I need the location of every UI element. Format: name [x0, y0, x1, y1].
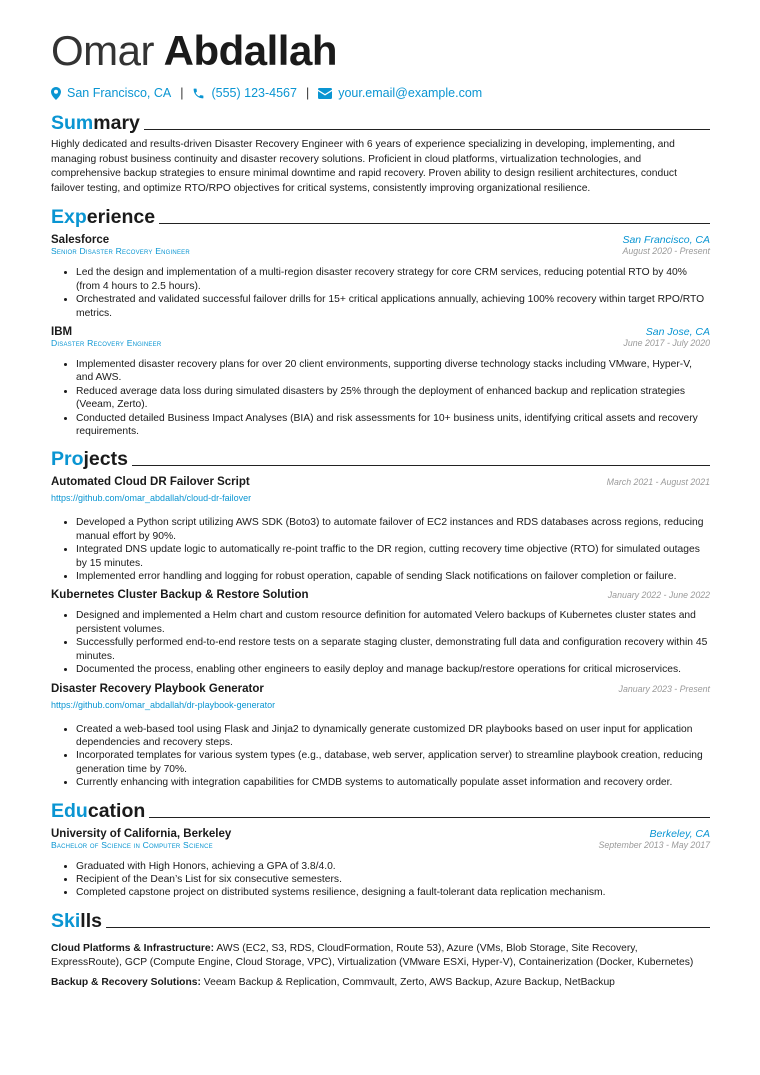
contact-location — [51, 86, 171, 100]
job-dates: August 2020 - Present — [622, 246, 710, 257]
job-dates: June 2017 - July 2020 — [623, 338, 710, 348]
contact-line — [51, 84, 710, 102]
summary-title-rest: mary — [93, 112, 140, 134]
list-item: • Implemented error handling and logging for robust operation, capable of sending Slack notifications on failover completion or failure. — [76, 570, 710, 583]
experience-entry — [51, 234, 710, 320]
list-item: • Graduated with High Honors, achieving a GPA of 3.8/4.0. — [76, 860, 710, 873]
list-item: • Created a web-based tool using Flask and Jinja2 to dynamically generate customized DR playbooks based on user input for application dependencies and recovery steps. — [76, 723, 710, 750]
employer-location: San Francisco, CA — [622, 234, 710, 247]
section-rule — [106, 927, 710, 928]
employer-name: IBM — [51, 326, 73, 338]
skill-group-label: Cloud Platforms & Infrastructure: — [51, 942, 215, 954]
project-dates: March 2021 - August 2021 — [606, 477, 710, 488]
list-item: • Successfully performed end-to-end restore tests on a separate staging cluster, demonstrating full data and configuration recovery within 45 minutes. — [76, 636, 710, 663]
project-title: Disaster Recovery Playbook Generator — [51, 682, 264, 695]
projects-title-accent: Pro — [51, 448, 84, 471]
envelope-icon — [318, 88, 332, 99]
degree-title: Bachelor of Science in Computer Science — [51, 839, 213, 850]
summary-heading — [51, 110, 710, 134]
map-marker-icon — [51, 87, 61, 100]
list-item: • Orchestrated and validated successful failover drills for 15+ critical applications annually, achieving 100% recovery within target RPO/RTO metrics. — [76, 293, 710, 320]
experience-heading — [51, 204, 710, 228]
list-item: • Implemented disaster recovery plans for over 20 client environments, supporting diverse technology stacks including VMware, Hyper-V, and AWS. — [76, 358, 710, 385]
experience-title — [51, 206, 155, 228]
bullet-list — [51, 266, 710, 320]
project-dates: January 2022 - June 2022 — [607, 590, 710, 601]
first-name: Omar — [51, 27, 154, 74]
summary-title — [51, 112, 140, 134]
school-name: University of California, Berkeley — [51, 827, 232, 840]
bullet-list — [51, 609, 710, 676]
list-item: • Conducted detailed Business Impact Analyses (BIA) and risk assessments for 10+ business units, identifying critical assets and recovery requirements. — [76, 412, 710, 439]
education-title-rest: cation — [87, 799, 146, 822]
project-link[interactable]: https://github.com/omar_abdallah/cloud-dr-failover — [51, 493, 252, 504]
phone-icon — [192, 87, 205, 100]
education-heading — [51, 798, 710, 822]
skills-title-rest: lls — [80, 909, 102, 932]
education-entry — [51, 828, 710, 900]
section-rule — [144, 129, 710, 130]
project-title: Kubernetes Cluster Backup & Restore Solution — [51, 589, 309, 602]
email-text: your.email@example.com — [338, 86, 483, 100]
skill-group-value: AWS (EC2, S3, RDS, CloudFormation, Route 53), Azure (VMs, Blob Storage, Site Recovery, ExpressRoute), GCP (Compute Engine, Cloud Storage, VPC), Virtualization (VMware ESXi, Hyper-V), Containerization (Docker, Kubernetes) — [51, 942, 694, 969]
list-item: • Integrated DNS update logic to automatically re-point traffic to the DR region, cutting recovery time objective (RTO) for simulated outages by 15 minutes. — [76, 543, 710, 570]
candidate-name — [51, 28, 710, 74]
contact-separator: | — [305, 86, 310, 100]
project-entry — [51, 476, 710, 583]
employer-location: San Jose, CA — [645, 326, 710, 338]
school-location: Berkeley, CA — [649, 827, 710, 840]
project-entry — [51, 683, 710, 790]
education-title — [51, 800, 145, 822]
experience-title-rest: erience — [86, 206, 156, 229]
skills-list — [51, 942, 710, 991]
section-rule — [132, 465, 710, 466]
summary-title-accent: Sum — [51, 112, 94, 134]
job-title: Senior Disaster Recovery Engineer — [51, 246, 190, 257]
skill-group — [51, 976, 710, 991]
project-entry — [51, 589, 710, 676]
bullet-list — [51, 723, 710, 790]
contact-separator: | — [180, 86, 184, 100]
list-item: • Currently enhancing with integration capabilities for CMDB systems to automatically populate asset information and recovery order. — [76, 776, 710, 789]
employer-name: Salesforce — [51, 234, 110, 247]
project-dates: January 2023 - Present — [618, 683, 710, 694]
list-item: • Documented the process, enabling other engineers to easily deploy and manage backup/restore operations for critical microservices. — [76, 663, 710, 676]
skill-group-value: Veeam Backup & Replication, Commvault, Zerto, AWS Backup, Azure Backup, NetBackup — [203, 976, 615, 988]
list-item: • Recipient of the Dean’s List for six consecutive semesters. — [76, 873, 710, 886]
phone-text: (555) 123-4567 — [211, 86, 297, 100]
summary-text: Highly dedicated and results-driven Disaster Recovery Engineer with 6 years of experience specializing in developing, implementing, and managing robust business continuity and disaster recovery solutions. Proficient in cloud platforms, virtualization technologies, and comprehensive backup strategies to ensure minimal downtime and rapid recovery. Proven ability to design resilient architectures, conduct failover testing, and optimize RTO/RPO objectives for critical systems, consistently improving organizational resilience. — [51, 139, 677, 194]
project-title: Automated Cloud DR Failover Script — [51, 476, 250, 489]
skill-group-label: Backup & Recovery Solutions: — [51, 976, 201, 988]
bullet-list — [51, 516, 710, 583]
bullet-list — [51, 860, 710, 900]
contact-phone[interactable] — [192, 86, 296, 100]
last-name: Abdallah — [163, 27, 337, 74]
projects-heading — [51, 446, 710, 470]
bullet-list — [51, 358, 710, 438]
skill-group — [51, 942, 710, 971]
experience-entry — [51, 326, 710, 438]
skills-title-accent: Ski — [51, 909, 81, 932]
experience-title-accent: Exp — [51, 206, 87, 229]
list-item: • Reduced average data loss during simulated disasters by 25% through the deployment of enhanced backup and replication strategies (Veeam, Zerto). — [76, 385, 710, 412]
list-item: • Designed and implemented a Helm chart and custom resource definition for automated Velero backups of Kubernetes cluster states and persistent volumes. — [76, 609, 710, 636]
projects-title — [51, 448, 128, 470]
contact-email[interactable] — [318, 86, 482, 100]
job-title: Disaster Recovery Engineer — [51, 338, 162, 348]
skills-title — [51, 910, 102, 932]
projects-title-rest: jects — [83, 448, 128, 471]
list-item: • Led the design and implementation of a multi-region disaster recovery strategy for core CRM services, reducing potential RTO by 40% (from 4 hours to 2.5 hours). — [76, 266, 710, 293]
education-title-accent: Edu — [51, 799, 88, 822]
education-dates: September 2013 - May 2017 — [598, 839, 710, 850]
skills-heading — [51, 908, 710, 932]
section-rule — [159, 223, 710, 224]
list-item: • Developed a Python script utilizing AWS SDK (Boto3) to automate failover of EC2 instances and RDS databases across regions, reducing manual effort by 90%. — [76, 516, 710, 543]
list-item: • Incorporated templates for various system types (e.g., database, web server, application server) to streamline playbook creation, reducing generation time by 70%. — [76, 749, 710, 776]
section-rule — [149, 817, 710, 818]
location-text: San Francisco, CA — [67, 86, 172, 100]
project-link[interactable]: https://github.com/omar_abdallah/dr-playbook-generator — [51, 699, 276, 710]
list-item: • Completed capstone project on distributed systems resilience, designing a fault-tolerant data replication mechanism. — [76, 886, 710, 899]
